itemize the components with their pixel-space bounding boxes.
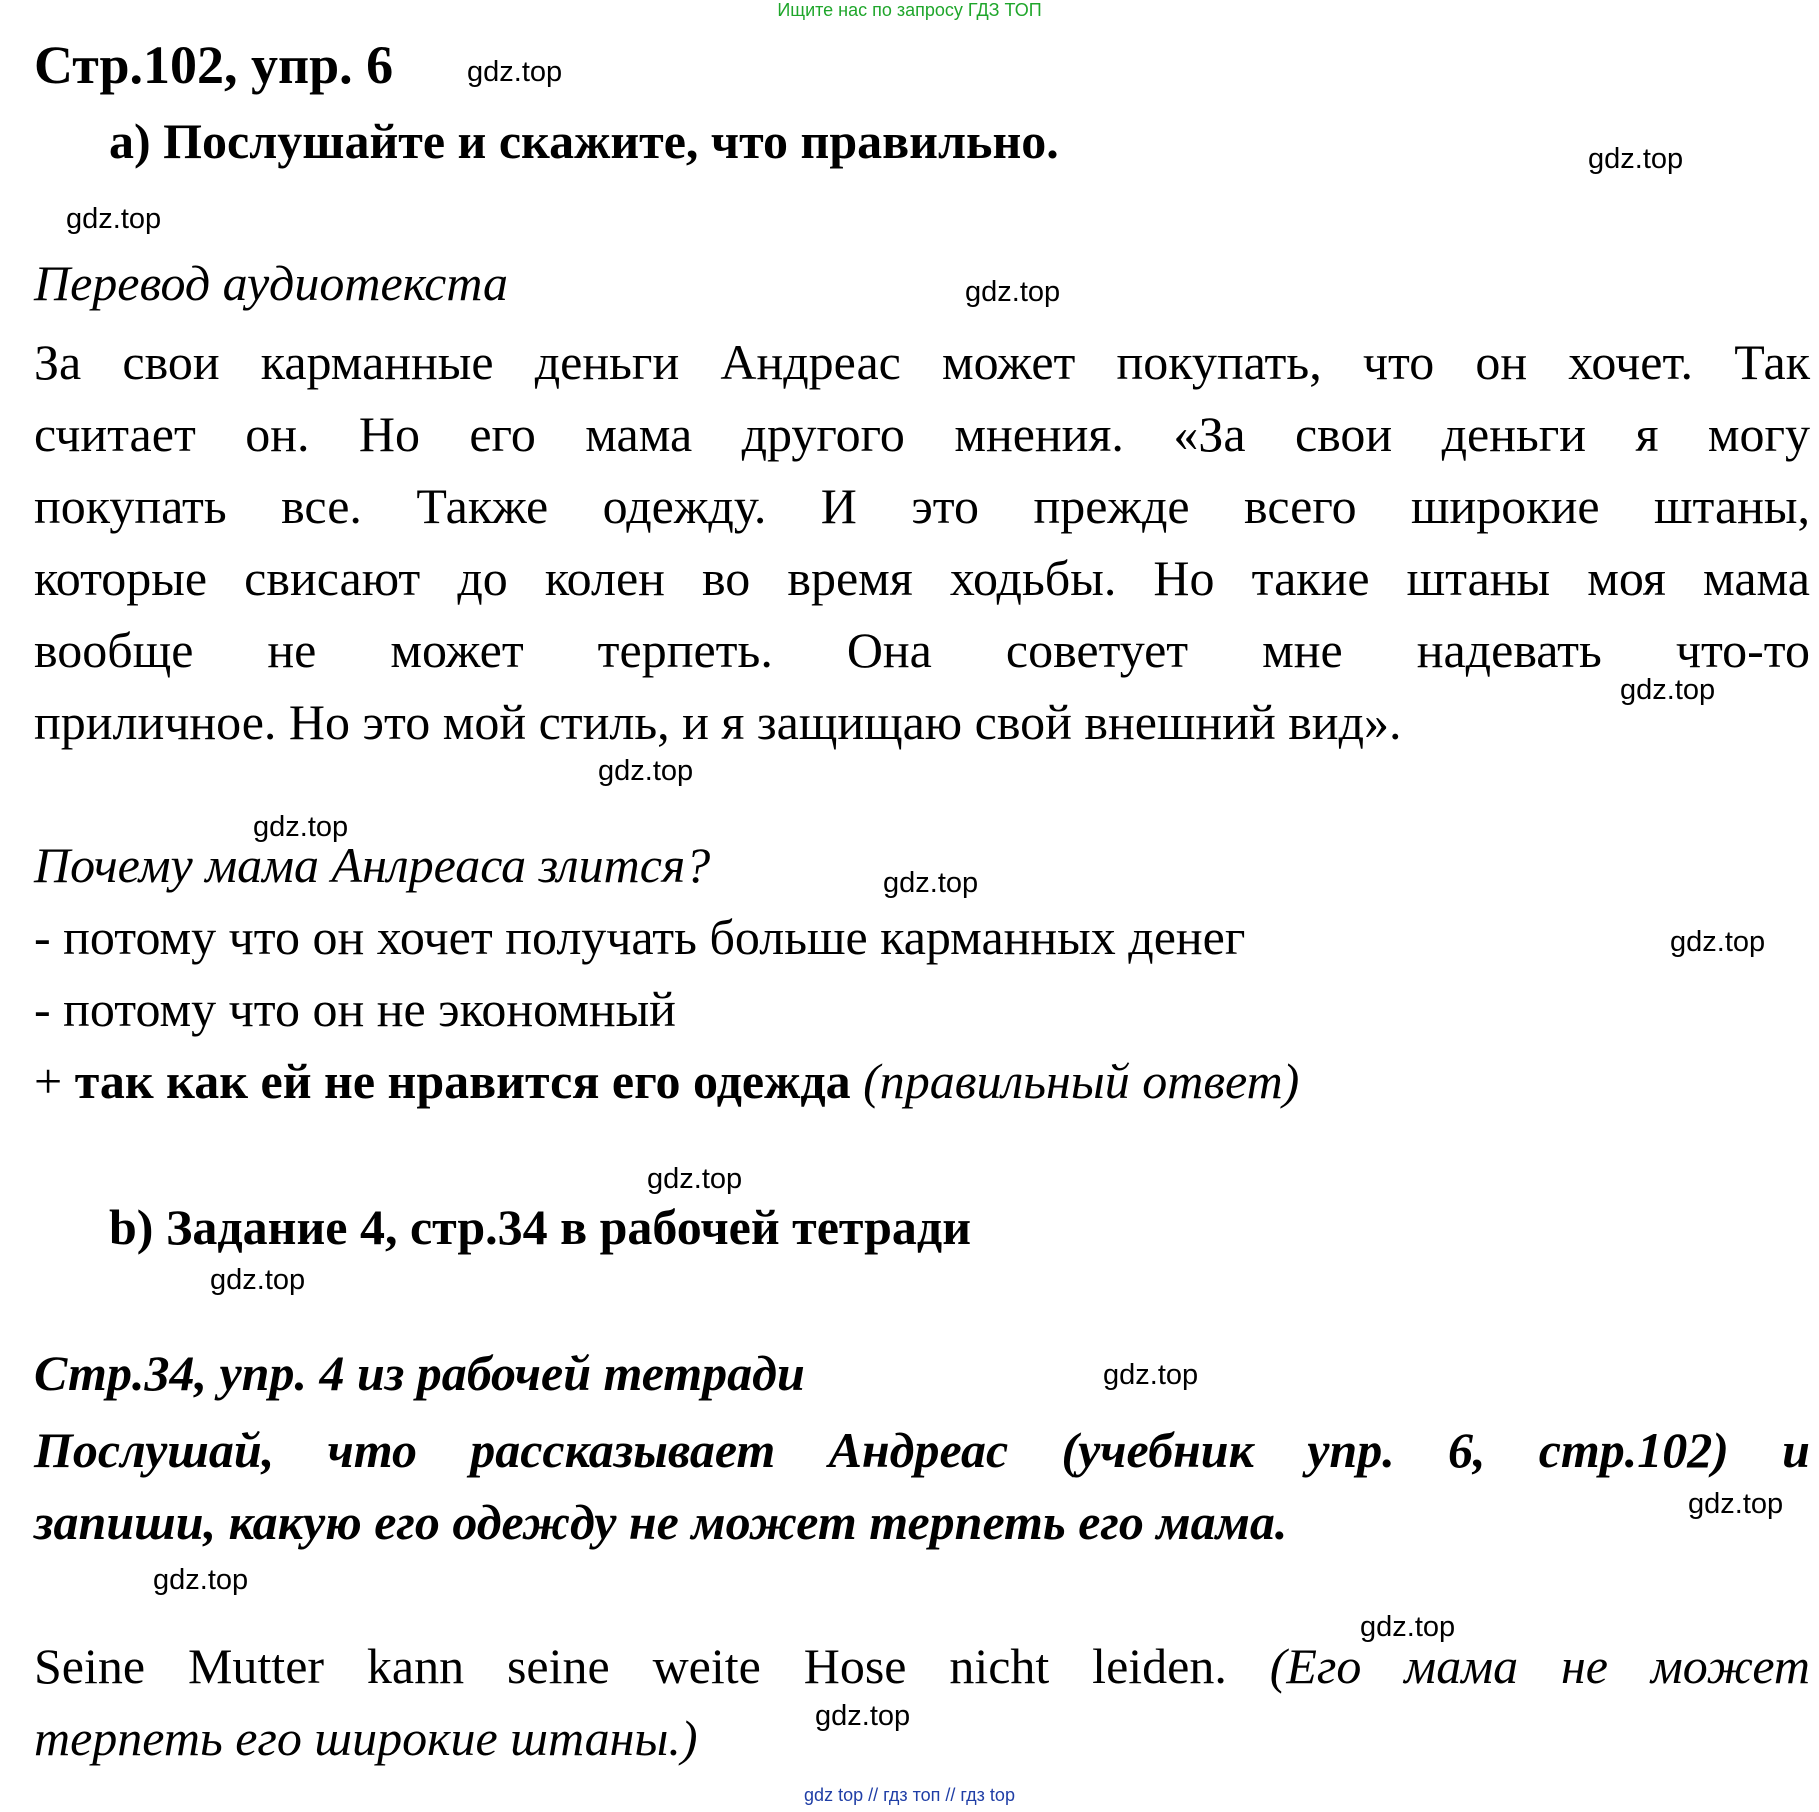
answer-option: - потому что он не экономный — [34, 981, 676, 1037]
answer-option: - потому что он хочет получать больше карманных денег — [34, 909, 1246, 965]
watermark: gdz.top — [66, 203, 162, 235]
question: Почему мама Анлреаса злится? — [34, 837, 711, 893]
watermark: gdz.top — [647, 1163, 743, 1195]
task-a-title: а) Послушайте и скажите, что правильно. — [109, 113, 1059, 169]
answer-german: Seine Mutter kann seine weite Hose nicht leiden. — [34, 1638, 1227, 1694]
audio-line: приличное. Но это мой стиль, и я защищаю свой внешний вид». — [34, 694, 1402, 750]
watermark: gdz.top — [1620, 674, 1716, 706]
top-banner: Ищите нас по запросу ГДЗ ТОП — [777, 0, 1042, 20]
workbook-task-line: Послушай, что рассказывает Андреас (учебник упр. 6, стр.102) и — [34, 1422, 1810, 1478]
watermark: gdz.top — [883, 867, 979, 899]
watermark: gdz.top — [210, 1264, 306, 1296]
correct-answer-text: так как ей не нравится его одежда — [74, 1053, 851, 1109]
answer-line: терпеть его широкие штаны.) — [34, 1710, 698, 1766]
watermark: gdz.top — [598, 755, 694, 787]
answer — [34, 1630, 1810, 1774]
task-b-title: b) Задание 4, стр.34 в рабочей тетради — [109, 1199, 972, 1255]
audio-line: вообще не может терпеть. Она советует мне надевать что-то — [34, 622, 1810, 678]
answer-line — [34, 1630, 1810, 1702]
watermark: gdz.top — [153, 1564, 249, 1596]
audio-line: которые свисают до колен во время ходьбы. Но такие штаны моя мама — [34, 550, 1810, 606]
watermark: gdz.top — [1688, 1488, 1784, 1520]
audio-text — [34, 326, 1810, 758]
audio-translation-title: Перевод аудиотекста — [34, 255, 509, 311]
watermark: gdz.top — [253, 811, 349, 843]
watermark: gdz.top — [1588, 143, 1684, 175]
audio-line: покупать все. Также одежду. И это прежде всего широкие штаны, — [34, 478, 1810, 534]
bottom-banner: gdz top // гдз топ // гдз top — [804, 1785, 1015, 1805]
workbook-heading: Стр.34, упр. 4 из рабочей тетради — [34, 1345, 805, 1401]
workbook-task — [34, 1414, 1810, 1558]
correct-answer-option — [34, 1052, 1299, 1110]
watermark: gdz.top — [965, 276, 1061, 308]
correct-answer-note: (правильный ответ) — [863, 1053, 1300, 1109]
watermark: gdz.top — [815, 1700, 911, 1732]
audio-line: считает он. Но его мама другого мнения. «За свои деньги я могу — [34, 406, 1810, 462]
correct-prefix: + — [34, 1053, 75, 1109]
page-heading: Стр.102, упр. 6 — [34, 35, 394, 95]
watermark: gdz.top — [467, 56, 563, 88]
watermark: gdz.top — [1103, 1359, 1199, 1391]
workbook-task-line: запиши, какую его одежду не может терпеть его мама. — [34, 1494, 1288, 1550]
watermark: gdz.top — [1670, 926, 1766, 958]
audio-line: За свои карманные деньги Андреас может покупать, что он хочет. Так — [34, 334, 1810, 390]
answer-translation-start: (Его мама не может — [1269, 1638, 1811, 1694]
watermark: gdz.top — [1360, 1611, 1456, 1643]
